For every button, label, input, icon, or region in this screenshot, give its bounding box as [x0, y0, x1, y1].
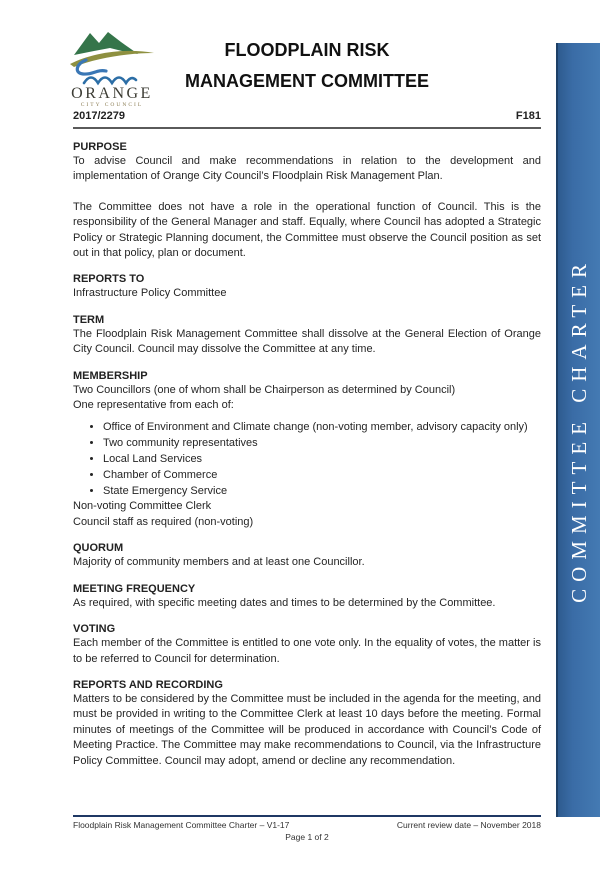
paragraph: Each member of the Committee is entitled to one vote only. In the equality of votes, the matter is to be referred to Council for determination.	[73, 637, 541, 665]
header-rule	[73, 127, 541, 129]
section-meeting-frequency	[73, 583, 541, 611]
paragraph: Non-voting Committee Clerk	[73, 500, 212, 513]
list-item: • Two community representatives	[103, 435, 541, 451]
document-reference: 2017/2279	[73, 110, 125, 122]
section-term	[73, 314, 541, 358]
paragraph: Two Councillors (one of whom shall be Chairperson as determined by Council)	[73, 383, 456, 396]
file-reference: F181	[515, 110, 541, 122]
footer-row	[73, 820, 541, 830]
paragraph: The Floodplain Risk Management Committee shall dissolve at the General Election of Orange City Council. Council may dissolve the Committee at any time.	[73, 327, 541, 356]
footer-version: Floodplain Risk Management Committee Charter – V1-17	[73, 820, 290, 830]
section-reports-to	[73, 273, 541, 301]
section-heading: REPORTS TO	[73, 273, 145, 286]
list-item: • State Emergency Service	[103, 483, 541, 499]
document-content	[73, 26, 541, 769]
section-heading: MEETING FREQUENCY	[73, 582, 196, 595]
paragraph: Infrastructure Policy Committee	[73, 287, 227, 300]
document-header	[73, 26, 541, 108]
orange-city-council-logo	[66, 26, 158, 108]
footer-rule	[73, 815, 541, 817]
membership-list	[73, 419, 541, 499]
list-item: • Chamber of Commerce	[103, 467, 541, 483]
section-heading: MEMBERSHIP	[73, 369, 148, 382]
banner-label: COMMITTEE CHARTER	[566, 257, 591, 603]
section-membership	[73, 370, 541, 531]
reference-row	[73, 110, 541, 122]
document-footer	[73, 815, 541, 842]
committee-charter-banner	[556, 43, 600, 817]
page-title-line1: FLOODPLAIN RISK	[224, 40, 390, 60]
section-heading: PURPOSE	[73, 141, 127, 153]
section-quorum	[73, 542, 541, 570]
logo-waves-icon	[84, 78, 136, 84]
section-purpose	[73, 141, 541, 261]
logo-org-name: ORANGE	[71, 85, 153, 102]
section-heading: VOTING	[73, 623, 116, 636]
section-voting	[73, 623, 541, 667]
paragraph: The Committee does not have a role in the operational function of Council. This is the responsibility of the General Manager and staff. Equally, where Council has adopted a Strategic Policy or Strategic Planning document, the Committee must observe the Council position as set out in that policy, plan or document.	[73, 200, 541, 260]
footer-page-number: Page 1 of 2	[285, 832, 329, 842]
footer-review-date: Current review date – November 2018	[396, 820, 541, 830]
list-item: • Local Land Services	[103, 451, 541, 467]
section-heading: QUORUM	[73, 542, 124, 555]
section-heading: TERM	[73, 313, 105, 326]
section-heading: REPORTS AND RECORDING	[73, 678, 223, 691]
list-item: • Office of Environment and Climate change (non-voting member, advisory capacity only)	[103, 419, 541, 435]
paragraph: Majority of community members and at least one Councillor.	[73, 556, 365, 569]
paragraph: To advise Council and make recommendations in relation to the development and implementation of Orange City Council’s Floodplain Risk Management Plan.	[73, 155, 541, 183]
paragraph: Matters to be considered by the Committee must be included in the agenda for the meeting, and must be provided in writing to the Committee Clerk at least 10 days before the meeting. Formal minutes of meetings of the Committee will be produced in accordance with Council’s Code of Meeting Practice. The Committee may make recommendations to Council, via the Infrastructure Policy Committee. Council may adopt, amend or decline any recommendation.	[73, 692, 541, 767]
paragraph: Council staff as required (non-voting)	[73, 515, 254, 528]
page-title-line2: MANAGEMENT COMMITTEE	[185, 71, 429, 91]
paragraph: As required, with specific meeting dates and times to be determined by the Committee.	[73, 596, 496, 609]
paragraph: One representative from each of:	[73, 399, 234, 412]
logo-tagline: CITY COUNCIL	[80, 102, 144, 108]
logo-river-icon	[77, 60, 106, 74]
logo-swoosh-icon	[70, 51, 154, 67]
section-reports-and-recording	[73, 679, 541, 769]
